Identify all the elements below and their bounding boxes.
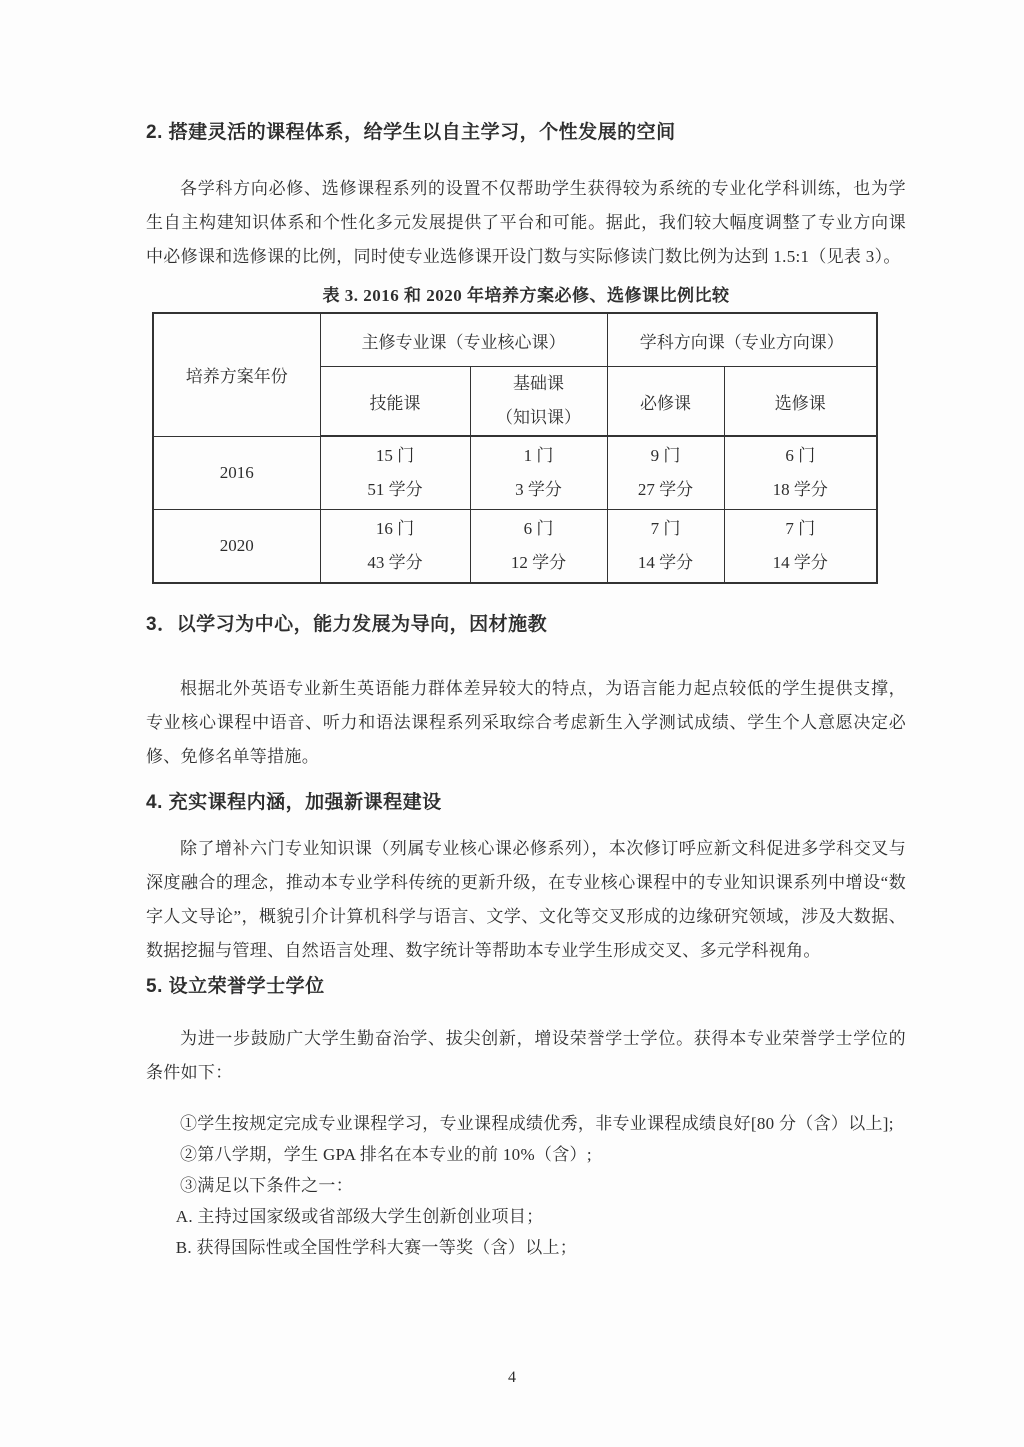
condition-item-2: ②第八学期，学生 GPA 排名在本专业的前 10%（含）; — [180, 1145, 592, 1164]
table-cell-foundation — [470, 436, 607, 510]
table-subheader-foundation-line2: （知识课） — [496, 408, 581, 427]
cell-courses-count: 16 门 — [375, 519, 415, 538]
table-corner-header: 培养方案年份 — [153, 313, 320, 436]
table-cell-elective — [724, 510, 877, 584]
cell-courses-count: 7 门 — [785, 519, 816, 538]
section-4-paragraph: 除了增补六门专业知识课（列属专业核心课必修系列），本次修订呼应新文科促进多学科交叉与深度融合的理念，推动本专业学科传统的更新升级，在专业核心课程中的专业知识课系列中增设“数字人文导论”，概貌引介计算机科学与语言、文学、文化等交叉形成的边缘研究领域，涉及大数据、数据挖掘与管理、自然语言处理、数字统计等帮助本专业学生形成交叉、多元学科视角。 — [146, 839, 906, 960]
table-cell-elective — [724, 436, 877, 510]
comparison-table — [152, 312, 878, 584]
table-group-header-core-courses: 主修专业课（专业核心课） — [320, 313, 607, 367]
condition-item-1: ①学生按规定完成专业课程学习，专业课程成绩优秀，非专业课程成绩良好[80 分（含）以上]; — [180, 1114, 894, 1133]
condition-item-3: ③满足以下条件之一： — [180, 1176, 353, 1195]
table-cell-year: 2020 — [153, 510, 320, 584]
cell-courses-count: 1 门 — [523, 446, 554, 465]
section-3-paragraph: 根据北外英语专业新生英语能力群体差异较大的特点，为语言能力起点较低的学生提供支撑，专业核心课程中语音、听力和语法课程系列采取综合考虑新生入学测试成绩、学生个人意愿决定必修、免修名单等措施。 — [146, 679, 906, 766]
table-cell-skill — [320, 436, 470, 510]
table-cell-required — [607, 436, 724, 510]
cell-credits: 14 学分 — [772, 553, 828, 572]
table-cell-foundation — [470, 510, 607, 584]
condition-item-3a: A. 主持过国家级或省部级大学生创新创业项目； — [175, 1207, 544, 1226]
cell-credits: 12 学分 — [510, 553, 567, 572]
cell-courses-count: 9 门 — [650, 446, 681, 465]
table-cell-year: 2016 — [153, 436, 320, 510]
cell-courses-count: 6 门 — [523, 519, 554, 538]
table-subheader-elective-courses: 选修课 — [724, 367, 877, 437]
cell-courses-count: 7 门 — [650, 519, 681, 538]
section-5-heading: 5. 设立荣誉学士学位 — [146, 976, 325, 997]
table-subheader-foundation-line1: 基础课 — [513, 374, 564, 393]
table-cell-skill — [320, 510, 470, 584]
cell-courses-count: 6 门 — [785, 446, 816, 465]
table-cell-required — [607, 510, 724, 584]
section-5-paragraph: 为进一步鼓励广大学生勤奋治学、拔尖创新，增设荣誉学士学位。获得本专业荣誉学士学位的条件如下： — [146, 1029, 906, 1082]
cell-credits: 14 学分 — [637, 553, 694, 572]
table-group-header-direction-courses: 学科方向课（专业方向课） — [607, 313, 877, 367]
section-2-paragraph: 各学科方向必修、选修课程系列的设置不仅帮助学生获得较为系统的专业化学科训练，也为学生自主构建知识体系和个性化多元发展提供了平台和可能。据此，我们较大幅度调整了专业方向课中必修课和选修课的比例，同时使专业选修课开设门数与实际修读门数比例为达到 1.5:1（见表 3）。 — [146, 179, 906, 266]
cell-credits: 27 学分 — [637, 480, 694, 499]
table-row-2016 — [153, 436, 877, 510]
table-subheader-skill-courses: 技能课 — [320, 367, 470, 437]
table-row-2020 — [153, 510, 877, 584]
table-caption: 表 3. 2016 和 2020 年培养方案必修、选修课比例比较 — [322, 286, 730, 305]
table-subheader-required-courses: 必修课 — [607, 367, 724, 437]
cell-credits: 18 学分 — [772, 480, 828, 499]
page-number: 4 — [508, 1369, 516, 1386]
cell-credits: 43 学分 — [367, 553, 423, 572]
cell-credits: 3 学分 — [515, 480, 562, 499]
table-subheader-foundation-courses — [470, 367, 607, 437]
section-2-heading: 2. 搭建灵活的课程体系，给学生以自主学习，个性发展的空间 — [146, 122, 676, 143]
condition-item-3b: B. 获得国际性或全国性学科大赛一等奖（含）以上； — [175, 1238, 578, 1257]
honors-conditions-list — [146, 1108, 906, 1263]
cell-courses-count: 15 门 — [375, 446, 415, 465]
table-header-row-groups — [153, 313, 877, 367]
cell-credits: 51 学分 — [367, 480, 423, 499]
section-3-heading: 3．以学习为中心，能力发展为导向，因材施教 — [146, 614, 548, 635]
section-4-heading: 4. 充实课程内涵，加强新课程建设 — [146, 792, 442, 813]
